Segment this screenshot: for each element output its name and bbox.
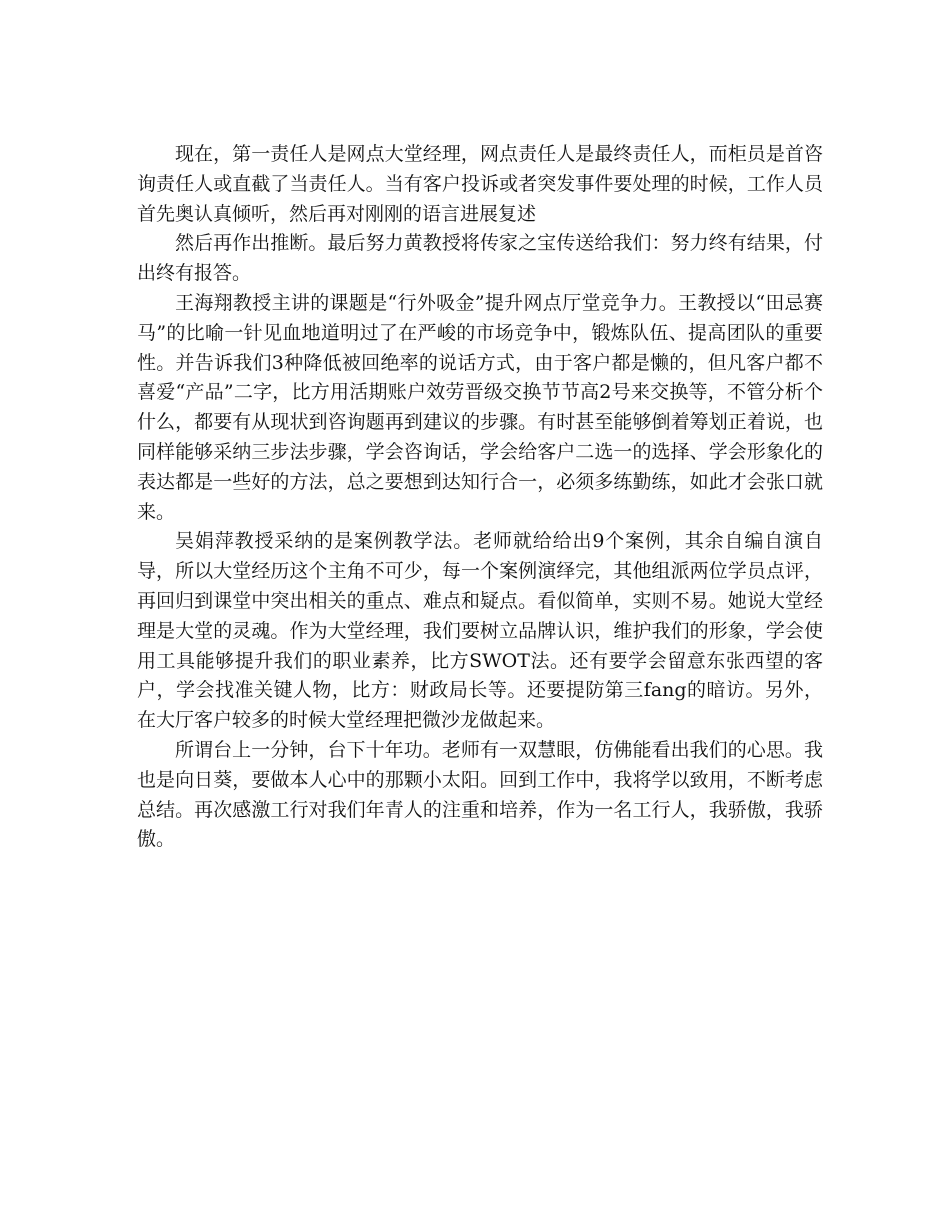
paragraph-2: 然后再作出推断。最后努力黄教授将传家之宝传送给我们：努力终有结果，付出终有报答。 (137, 232, 823, 285)
paragraph-4: 吴娟萍教授采纳的是案例教学法。老师就给给出9个案例，其余自编自演自导，所以大堂经历这个主角不可少，每一个案例演绎完，其他组派两位学员点评，再回归到课堂中突出相关的重点、难点和疑点。看似简单，实则不易。她说大堂经理是大堂的灵魂。作为大堂经理，我们要树立品牌认识，维护我们的形象，学会使用工具能够提升我们的职业素养，比方SWOT法。还有要学会留意东张西望的客户，学会找准关键人物，比方：财政局长等。还要提防第三fang的暗访。另外，在大厅客户较多的时候大堂经理把微沙龙做起来。 (137, 530, 823, 732)
document-body (137, 140, 823, 855)
paragraph-1: 现在，第一责任人是网点大堂经理，网点责任人是最终责任人，而柜员是首咨询责任人或直截了当责任人。当有客户投诉或者突发事件要处理的时候，工作人员首先奥认真倾听，然后再对刚刚的语言进展复述 (137, 143, 823, 225)
paragraph-3: 王海翔教授主讲的课题是“行外吸金”提升网点厅堂竞争力。王教授以“田忌赛马”的比喻一针见血地道明过了在严峻的市场竞争中，锻炼队伍、提高团队的重要性。并告诉我们3种降低被回绝率的说话方式，由于客户都是懒的，但凡客户都不喜爱“产品”二字，比方用活期账户效劳晋级交换节节高2号来交换等，不管分析个什么，都要有从现状到咨询题再到建议的步骤。有时甚至能够倒着筹划正着说，也同样能够采纳三步法步骤，学会咨询话，学会给客户二选一的选择、学会形象化的表达都是一些好的方法，总之要想到达知行合一，必须多练勤练，如此才会张口就来。 (137, 291, 823, 523)
paragraph-5: 所谓台上一分钟，台下十年功。老师有一双慧眼，仿佛能看出我们的心思。我也是向日葵，要做本人心中的那颗小太阳。回到工作中，我将学以致用，不断考虑总结。再次感激工行对我们年青人的注重和培养，作为一名工行人，我骄傲，我骄傲。 (137, 738, 823, 851)
